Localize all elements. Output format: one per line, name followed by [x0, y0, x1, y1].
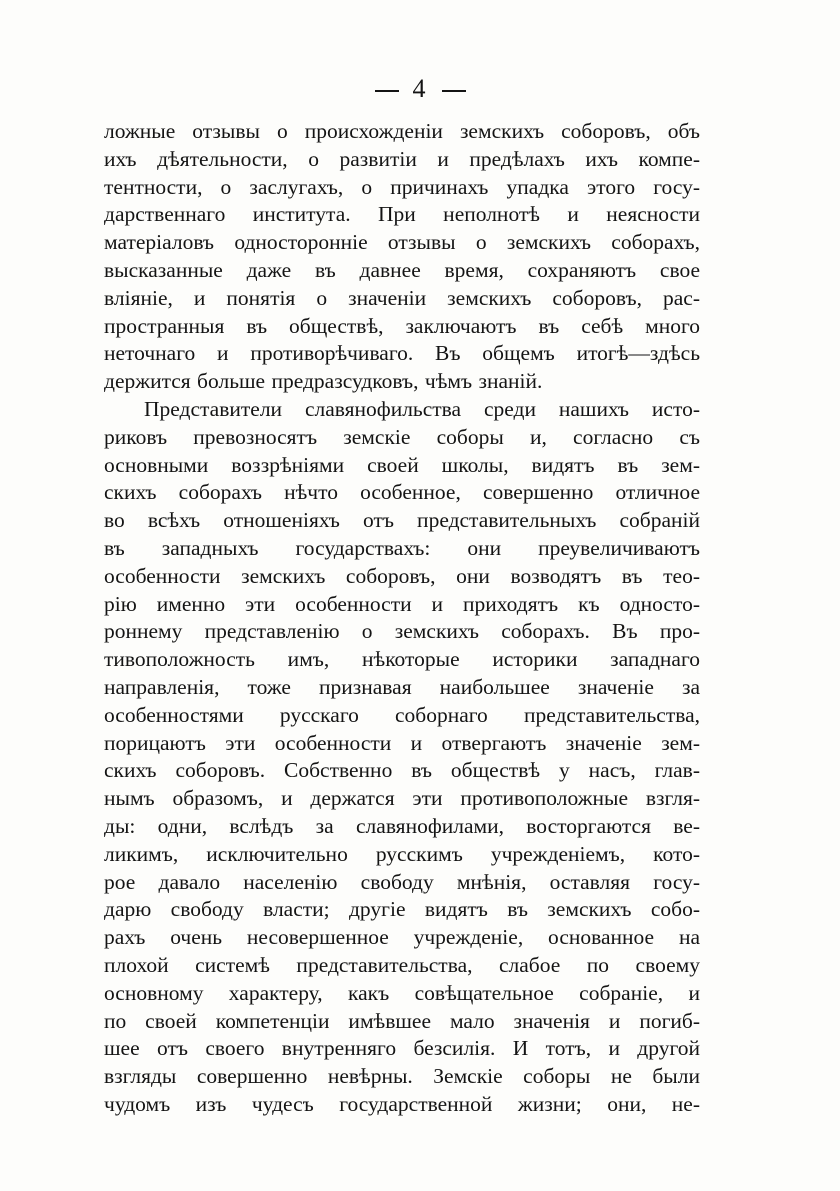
paragraph-2: [104, 396, 700, 1119]
text-line: ликимъ, исключительно русскимъ учрежденіемъ, кото-: [104, 841, 700, 866]
text-line: держится больше предразсудковъ, чѣмъ знаній.: [104, 369, 543, 394]
text-line: скихъ соборахъ нѣчто особенное, совершенно отличное: [104, 480, 700, 505]
text-line: скихъ соборовъ. Собственно въ обществѣ у насъ, глав-: [104, 758, 700, 783]
text-line: направленія, тоже признавая наибольшее значеніе за: [104, 674, 700, 699]
text-line: вліяніе, и понятія о значеніи земскихъ соборовъ, рас-: [104, 285, 700, 310]
text-line: шее отъ своего внутренняго безсилія. И тотъ, и другой: [104, 1036, 700, 1061]
text-line: матеріаловъ односторонніе отзывы о земскихъ соборахъ,: [104, 230, 700, 255]
text-line: по своей компетенціи имѣвшее мало значенія и погиб-: [104, 1008, 700, 1033]
text-line: особенностями русскаго соборнаго представительства,: [104, 702, 700, 727]
text-line: чудомъ изъ чудесъ государственной жизни; они, не-: [104, 1091, 700, 1116]
text-line: пространныя въ обществѣ, заключаютъ въ себѣ много: [104, 313, 700, 338]
text-line: рію именно эти особенности и приходятъ къ односто-: [104, 591, 700, 616]
text-line: плохой системѣ представительства, слабое по своему: [104, 952, 700, 977]
text-line: въ западныхъ государствахъ: они преувеличиваютъ: [104, 535, 700, 560]
text-line: основными воззрѣніями своей школы, видятъ въ зем-: [104, 452, 700, 477]
text-line: ихъ дѣятельности, о развитіи и предѣлахъ ихъ компе-: [104, 146, 700, 171]
text-line: порицаютъ эти особенности и отвергаютъ значеніе зем-: [104, 730, 700, 755]
text-line: высказанные даже въ давнее время, сохраняютъ свое: [104, 257, 700, 282]
text-line: дарю свободу власти; другіе видятъ въ земскихъ собо-: [104, 897, 700, 922]
text-line: риковъ превозносятъ земскіе соборы и, согласно съ: [104, 424, 700, 449]
text-line: рое давало населенію свободу мнѣнія, оставляя госу-: [104, 869, 700, 894]
text-line: дарственнаго института. При неполнотѣ и неясности: [104, 202, 700, 227]
text-line: ды: одни, вслѣдъ за славянофилами, восторгаются ве-: [104, 813, 700, 838]
text-line: основному характеру, какъ совѣщательное собраніе, и: [104, 980, 700, 1005]
page-number: 4: [412, 74, 428, 103]
text-line: ложные отзывы о происхожденіи земскихъ соборовъ, объ: [104, 119, 700, 143]
text-line: взгляды совершенно невѣрны. Земскіе соборы не были: [104, 1064, 700, 1089]
body-text: [104, 118, 700, 1119]
text-line: во всѣхъ отношеніяхъ отъ представительныхъ собраній: [104, 508, 700, 533]
text-line: рахъ очень несовершенное учрежденіе, основанное на: [104, 925, 700, 950]
left-dash-ornament: [375, 90, 399, 92]
text-line: тентности, о заслугахъ, о причинахъ упадка этого госу-: [104, 174, 700, 199]
text-line: нымъ образомъ, и держатся эти противоположные взгля-: [104, 786, 700, 811]
right-dash-ornament: [442, 90, 466, 92]
text-line: Представители славянофильства среди нашихъ исто-: [144, 396, 700, 421]
text-line: особенности земскихъ соборовъ, они возводятъ въ тео-: [104, 563, 700, 588]
page-header: [0, 74, 840, 104]
paragraph-1: [104, 118, 700, 396]
text-line: неточнаго и противорѣчиваго. Въ общемъ итогѣ—здѣсь: [104, 341, 700, 366]
text-line: тивоположность имъ, нѣкоторые историки западнаго: [104, 647, 700, 672]
text-line: роннему представленію о земскихъ соборахъ. Въ про-: [104, 619, 700, 644]
